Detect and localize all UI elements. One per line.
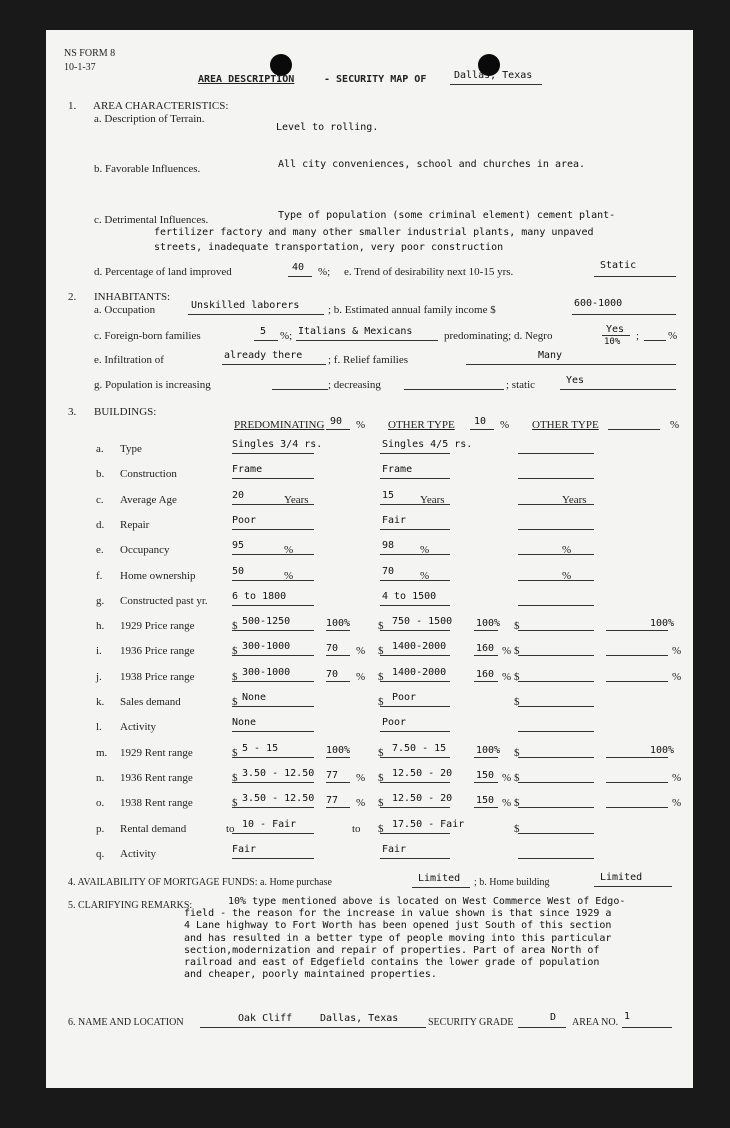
s1-num: 1. [68,100,77,112]
row-value-other: 15 [382,489,395,501]
fill-line [326,681,350,682]
fill-line [606,655,668,656]
row-value-other: Frame [382,464,413,476]
s2-c-label: c. Foreign-born families [94,330,201,342]
row-letter: b. [96,468,105,481]
row-letter: d. [96,518,105,531]
row-value-other: 70 [382,565,395,577]
row-letter: g. [96,594,105,607]
s3-col-other-pct: 10 [474,416,487,427]
fill-line [326,807,350,808]
dollar-sign: $ [378,670,384,683]
pct-sign: % [672,797,682,810]
pct-sign: % [502,771,512,784]
dollar-sign: $ [378,645,384,658]
row-value-other: 12.50 - 20 [392,767,453,779]
dollar-sign: $ [232,645,238,658]
pct-sign: % [672,670,682,683]
row-label: Construction [120,468,177,481]
s2-f-label: ; f. Relief families [328,354,409,366]
fill-line [606,630,668,631]
dollar-sign: $ [232,696,238,708]
s2-d-tail: ; [636,330,640,342]
row-value-other: 1400-2000 [392,641,447,653]
s2-c-nationality: Italians & Mexicans [298,326,413,337]
s2-a-value: Unskilled laborers [191,300,300,311]
dollar-sign: $ [232,771,238,784]
fill-line [232,554,314,555]
row-pct-other: 150 [476,795,495,807]
fill-line [474,655,498,656]
fill-line [518,655,594,656]
s1-d-label: d. Percentage of land improved [94,266,232,278]
s1-e-value: Static [600,260,637,271]
s4-b-label: ; b. Home building [474,877,550,888]
fill-line [518,453,594,454]
dollar-sign: $ [232,797,238,810]
fill-line [518,478,594,479]
row-value-other: Fair [382,843,407,855]
row-pct-other2: 100% [650,618,675,630]
title-left: AREA DESCRIPTION [198,74,295,85]
fill-line [232,858,314,859]
pct-sign: % [502,797,512,810]
row-value-predominating: 5 - 15 [242,742,279,754]
fill-line [232,706,314,707]
s1-a-label: a. Description of Terrain. [94,113,205,125]
row-pct-other2: 100% [650,744,675,756]
pct-sign: % [502,670,512,683]
dollar-sign: $ [514,746,520,759]
row-value-predominating: 500-1250 [242,616,291,628]
fill-line [232,782,314,783]
row-label: 1936 Rent range [120,771,193,784]
dollar-sign: $ [232,620,238,633]
row-unit: % [284,569,294,582]
s2-b-label: ; b. Estimated annual family income $ [328,304,496,316]
row-value-other: 17.50 - Fair [392,818,465,830]
dollar-sign: $ [378,822,384,835]
s6-grade-label: SECURITY GRADE [428,1017,514,1028]
s1-c-value-3: streets, inadequate transportation, very poor construction [154,242,504,253]
row-value-predominating: 95 [232,540,245,552]
row-pct-predominating: 70 [326,668,339,680]
form-date: 10-1-37 [64,62,96,73]
row-letter: q. [96,847,105,860]
dollar-sign: $ [514,620,520,633]
row-pct-predominating: 100% [326,744,351,756]
s3-col-other2: OTHER TYPE [532,419,599,431]
dollar-sign: $ [232,746,238,759]
fill-line [518,706,594,707]
row-label: Occupancy [120,544,170,557]
pct-sign: % [356,645,366,658]
fill-line [232,453,314,454]
s4-label: 4. AVAILABILITY OF MORTGAGE FUNDS: a. Home purchase [68,877,332,888]
fill-line [518,807,594,808]
fill-line [474,681,498,682]
fill-line [474,782,498,783]
fill-line [518,858,594,859]
fill-line [380,807,450,808]
fill-line [380,706,450,707]
fill-line [518,580,594,581]
row-pct-other: 160 [476,643,495,655]
s3-col-other-sign: % [500,419,510,431]
s2-num: 2. [68,291,77,303]
row-pct-other: 100% [476,744,501,756]
fill-line [380,580,450,581]
dollar-sign: $ [514,696,520,708]
fill-line [326,630,350,631]
s1-b-value: All city conveniences, school and churches in area. [278,159,586,170]
row-value-predominating: 3.50 - 12.50 [242,767,315,779]
row-value-predominating: None [232,717,257,729]
row-letter: l. [96,721,102,734]
s1-d-pct: %; [318,266,331,278]
fill-line [606,681,668,682]
fill-line [380,681,450,682]
s1-e-label: e. Trend of desirability next 10-15 yrs. [344,266,514,278]
fill-line [380,478,450,479]
row-label: Type [120,443,142,455]
row-value-other: 12.50 - 20 [392,793,453,805]
row-value-predominating: 3.50 - 12.50 [242,793,315,805]
s4-a-value: Limited [418,873,461,884]
title-right: - SECURITY MAP OF [324,74,427,85]
s4-b-value: Limited [600,872,643,883]
remarks-line: railroad and east of Edgefield contains the lower grade of population [184,957,600,968]
s2-c-pct: %; [280,330,293,342]
row-unit: % [420,569,430,582]
row-letter: c. [96,493,104,506]
fill-line [518,554,594,555]
fill-line [380,655,450,656]
dollar-sign: $ [232,670,238,683]
row-value-other: Singles 4/5 rs. [382,439,473,450]
row-letter: i. [96,645,102,658]
s2-c-value: 5 [260,326,267,337]
row-label: Rental demand [120,822,187,835]
dollar-sign: $ [378,797,384,810]
row-unit: % [562,569,572,582]
title-city: Dallas, Texas [454,70,533,81]
pct-sign: % [502,645,512,658]
fill-line [232,681,314,682]
s6-area-label: AREA NO. [572,1017,619,1028]
row-label: Activity [120,847,157,860]
row-label: 1929 Price range [120,620,195,633]
row-value-predominating: 20 [232,489,245,501]
row-value-other: 4 to 1500 [382,590,437,602]
fill-line [232,757,314,758]
row-pct-predominating: 77 [326,795,339,807]
s3-col-other2-sign: % [670,419,680,431]
s2-b-value: 600-1000 [574,298,623,309]
s3-col-pred: PREDOMINATING [234,419,325,431]
s3-num: 3. [68,406,77,418]
fill-line [606,782,668,783]
row-letter: j. [96,670,102,683]
row-value-predominating: Fair [232,843,257,855]
dollar-sign: $ [378,746,384,759]
fill-line [380,731,450,732]
s1-c-label: c. Detrimental Influences. [94,214,209,226]
fill-line [380,782,450,783]
row-unit: % [420,544,430,557]
fill-line [232,529,314,530]
remarks-line: section,modernization and repair of properties. Part of area North of [184,944,600,956]
s2-e-label: e. Infiltration of [94,354,164,366]
form-id: NS FORM 8 [64,48,116,59]
punch-hole [270,54,292,76]
fill-line [232,580,314,581]
pct-sign: % [672,771,682,784]
dollar-sign: $ [514,771,520,784]
form-page [46,30,693,1088]
row-letter: a. [96,443,104,455]
s2-c-predominating: predominating; d. Negro [444,330,553,342]
dollar-sign: $ [514,645,520,658]
row-letter: k. [96,696,105,708]
fill-line [232,478,314,479]
row-pct-predominating: 100% [326,618,351,630]
row-value-predominating: 10 - Fair [242,818,297,830]
fill-line [606,757,668,758]
fill-line [518,757,594,758]
pct-sign: % [356,771,366,784]
row-label: 1938 Rent range [120,797,193,810]
s6-grade: D [550,1012,557,1023]
fill-line [326,782,350,783]
fill-line [232,833,314,834]
row-value-other: Poor [392,692,417,703]
row-value-other: 98 [382,540,395,552]
row-label: 1938 Price range [120,670,195,683]
s1-c-value-1: Type of population (some criminal element) cement plant- [278,210,616,221]
s2-e-value: already there [224,350,303,361]
row-label: Repair [120,518,150,531]
s2-d-pct: 10% [604,337,621,347]
row-letter: n. [96,771,105,784]
row-label: Constructed past yr. [120,594,208,607]
fill-line [474,807,498,808]
row-label: Activity [120,721,157,734]
fill-line [232,731,314,732]
s2-g-decreasing: ; decreasing [328,379,381,391]
row-unit: Years [284,493,309,506]
remarks-line: 4 Lane highway to Fort Worth has been opened just South of this section [184,920,612,932]
row-label: Average Age [120,493,177,506]
row-value-predominating: 300-1000 [242,666,291,678]
s1-a-value: Level to rolling. [276,122,379,133]
s3-col-other: OTHER TYPE [388,419,455,431]
fill-line [518,529,594,530]
fill-line [380,757,450,758]
dollar-sign: $ [514,822,520,835]
fill-line [606,807,668,808]
row-pct-other: 150 [476,769,495,781]
s3-heading: BUILDINGS: [94,406,157,418]
dollar-sign: $ [514,797,520,810]
row-letter: e. [96,544,104,557]
dollar-sign: $ [514,670,520,683]
s2-g-value: Yes [566,375,585,386]
fill-line [326,757,350,758]
row-value-predominating: Poor [232,514,257,526]
row-value-predominating: Singles 3/4 rs. [232,439,323,450]
fill-line [518,731,594,732]
fill-line [232,605,314,606]
row-label: Home ownership [120,569,196,582]
fill-line [380,529,450,530]
row-pct-other: 100% [476,618,501,630]
row-value-predominating: Frame [232,464,263,476]
row-value-other: 750 - 1500 [392,616,453,628]
s2-d-yes: Yes [606,324,625,335]
row-letter: m. [96,746,108,759]
row-letter: o. [96,797,105,810]
fill-line [232,807,314,808]
s1-d-value: 40 [292,262,305,273]
pct-sign: % [356,797,366,810]
row-value-other: 1400-2000 [392,666,447,678]
to-label: to [226,822,235,835]
fill-line [380,453,450,454]
s2-d-tail-pct: % [668,330,678,342]
s3-col-pred-pct: 90 [330,416,343,427]
fill-line [518,630,594,631]
s1-b-label: b. Favorable Influences. [94,163,201,175]
row-value-predominating: 300-1000 [242,641,291,653]
row-unit: % [562,544,572,557]
s2-a-label: a. Occupation [94,304,156,316]
row-pct-other: 160 [476,668,495,680]
fill-line [380,630,450,631]
row-value-predominating: None [242,692,267,703]
dollar-sign: $ [378,696,384,708]
row-letter: h. [96,620,105,633]
row-label: Sales demand [120,696,181,708]
row-pct-predominating: 77 [326,769,339,781]
row-letter: p. [96,822,105,835]
to-label: to [352,822,361,835]
row-label: 1936 Price range [120,645,195,658]
s2-heading: INHABITANTS: [94,291,171,303]
pct-sign: % [356,670,366,683]
remarks-line: and cheaper, poorly maintained properties. [184,969,437,981]
fill-line [380,554,450,555]
fill-line [474,630,498,631]
fill-line [518,605,594,606]
dollar-sign: $ [378,771,384,784]
fill-line [518,782,594,783]
fill-line [232,630,314,631]
fill-line [380,858,450,859]
row-letter: f. [96,569,103,582]
s6-name: Oak Cliff [238,1013,293,1024]
s1-c-value-2: fertilizer factory and many other smaller industrial plants, many unpaved [154,227,594,238]
fill-line [518,833,594,834]
s3-col-pred-sign: % [356,419,366,431]
s6-location: Dallas, Texas [320,1013,399,1024]
row-pct-predominating: 70 [326,643,339,655]
row-unit: Years [420,493,445,506]
remarks-line: 10% type mentioned above is located on West Commerce West of Edgo- [228,896,626,907]
pct-sign: % [672,645,682,658]
row-value-other: Fair [382,514,407,526]
s2-f-value: Many [538,350,563,361]
fill-line [474,757,498,758]
fill-line [518,681,594,682]
s6-label: 6. NAME AND LOCATION [68,1017,184,1028]
remarks-line: field - the reason for the increase in value shown is that since 1929 a [184,908,612,920]
row-value-other: Poor [382,717,407,729]
row-label: 1929 Rent range [120,746,193,759]
s5-label: 5. CLARIFYING REMARKS: [68,900,193,911]
s2-g-label: g. Population is increasing [94,379,211,391]
remarks-line: and has resulted in a better type of people moving into this particular [184,932,612,944]
fill-line [380,833,450,834]
row-value-predominating: 6 to 1800 [232,590,287,602]
s2-g-static: ; static [506,379,536,391]
fill-line [326,655,350,656]
row-value-predominating: 50 [232,565,245,577]
row-unit: Years [562,493,587,506]
fill-line [232,655,314,656]
row-value-other: 7.50 - 15 [392,742,447,754]
row-unit: % [284,544,294,557]
s1-heading: AREA CHARACTERISTICS: [93,100,229,112]
fill-line [380,605,450,606]
s6-area-no: 1 [624,1011,631,1022]
dollar-sign: $ [378,620,384,633]
